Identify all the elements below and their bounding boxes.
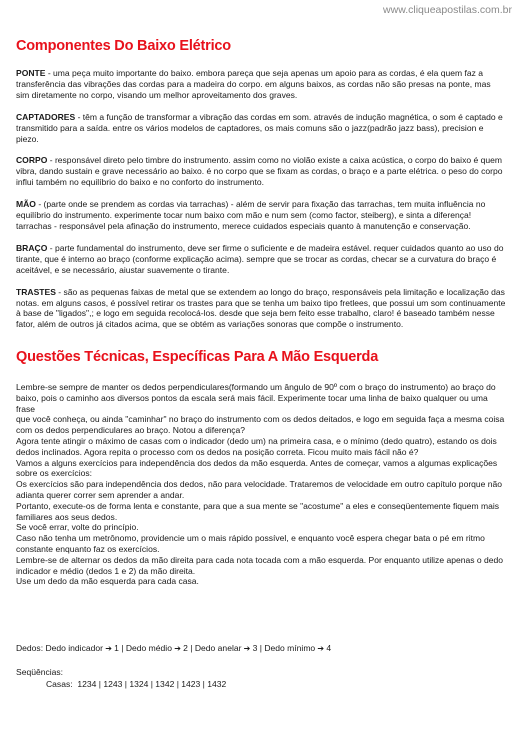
- component-description: - (parte onde se prendem as cordas via tarrachas) - além de servir para fixação das tarrachas, tem muita influência no equilíbrio do instrumento. experimente tocar num baixo com mão e num sem (como factor, steiberg), e sinta a diferença! tarrachas - responsável pela afinação do instrumento, merece cuidados especiais quanto à manutenção e conservação.: [16, 199, 486, 231]
- finger-name: Dedo indicador: [45, 643, 103, 653]
- arrow-right-icon: ➔: [241, 644, 253, 653]
- text-line: Caso não tenha um metrônomo, providencie um o mais rápido possível, e enquanto você espera chegar bata o pé em ritmo: [16, 533, 485, 544]
- casas-label: Casas:: [46, 678, 73, 689]
- component-term: MÃO: [16, 199, 36, 210]
- sequences-label: Seqüências:: [16, 667, 64, 677]
- text-line: com os dedos perpendiculares ao braço. Notou a diferença?: [16, 425, 246, 436]
- finger-number: 1: [114, 643, 119, 653]
- dedos-legend: Dedos: Dedo indicador ➔ 1 | Dedo médio ➔ 2 | Dedo anelar ➔ 3 | Dedo mínimo ➔ 4: [16, 643, 332, 653]
- text-line: sobre os exercícios:: [16, 468, 93, 479]
- component-term: CORPO: [16, 155, 48, 166]
- finger-name: Dedo médio: [125, 643, 172, 653]
- text-line: Os exercícios são para independência dos dedos, não para velocidade. Trataremos de velocidade em outro capítulo porque não: [16, 479, 503, 490]
- component-paragraph: [16, 155, 506, 188]
- text-line: constante enquanto faz os exercícios.: [16, 543, 160, 554]
- text-line: Agora tente atingir o máximo de casas com o indicador (dedo um) na primeira casa, e o mínimo (dedo quatro), estando os dois: [16, 435, 497, 446]
- text-line: Lembre-se de alternar os dedos da mão direita para cada nota tocada com a mão esquerda. Por enquanto utilize apenas o dedo: [16, 554, 504, 565]
- component-paragraph: [16, 199, 506, 232]
- component-description: - têm a função de transformar a vibração das cordas em som. através de indução magnética, o som é captado e transmitido para a saída. entre os vários modelos de captadores, os mais comuns são o jazz(padrão jazz bass), precision e piezo.: [16, 111, 503, 144]
- site-url: www.cliqueapostilas.com.br: [383, 4, 512, 16]
- finger-number: 3: [252, 643, 258, 653]
- sequences: [16, 667, 226, 690]
- dedos-label: Dedos:: [16, 643, 46, 653]
- arrow-right-icon: ➔: [102, 644, 115, 653]
- casas-values: 1234 | 1243 | 1324 | 1342 | 1423 | 1432: [77, 678, 227, 689]
- component-term: TRASTES: [16, 286, 56, 297]
- component-description: - uma peça muito importante do baixo. embora pareça que seja apenas um apoio para as cordas, é ela quem faz a transferência das vibrações das cordas para a madeira do corpo. em alguns baixos, as cordas não são presas na ponte, mas sim diretamente no corpo, visando um melhor aproveitamento dos graves.: [16, 68, 491, 100]
- finger-name: Dedo mínimo: [264, 643, 316, 653]
- left-hand-text: [16, 382, 506, 587]
- arrow-right-icon: ➔: [171, 644, 184, 653]
- text-line: Se você errar, volte do princípio.: [16, 522, 139, 533]
- text-line: Lembre-se sempre de manter os dedos perpendiculares(formando um ângulo de 90º com o braço do instrumento) ao braço do: [16, 382, 496, 392]
- finger-number: 4: [326, 643, 332, 653]
- component-paragraph: [16, 68, 506, 101]
- component-description: - são as pequenas faixas de metal que se extendem ao longo do braço, responsáveis pela limitação e localização das notas. em alguns casos, é possível retirar os trastes para que se tenha um baixo tipo fretlees, que possui um som continuamente à base de "ligados",; e logo em seguida recolocá-los. desde que seja bem feito esse trabalho, claro! é baseado também nesse fator, além de outros já citados acima, que se obtém as variações sonoras que compõe o instrumento.: [16, 286, 506, 330]
- component-description: - parte fundamental do instrumento, deve ser firme o suficiente e de madeira estável. requer cuidados quanto ao uso do tirante, que é interno ao braço (conforme explicação acima). sempre que se trocar as cordas, checar se a curvatura do braço é aceitável, e se necessário, aiustar suavemente o tirante.: [16, 242, 504, 275]
- section-title-left-hand: Questões Técnicas, Específicas Para A Mão Esquerda: [16, 349, 379, 365]
- component-description: - responsável direto pelo timbre do instrumento. assim como no violão existe a caixa acústica, o corpo do baixo é quem vibra, dando sustain e grave necessário ao baixo. é no corpo que se fixam as cordas, o braço e a parte elétrica. o peso do corpo influi também no equilíbrio do baixo e no conforto do instrumento.: [16, 155, 503, 188]
- text-line: Use um dedo da mão esquerda para cada casa.: [16, 576, 199, 587]
- component-paragraph: [16, 112, 506, 145]
- text-line: que você conheça, ou ainda "caminhar" no braço do instrumento com os dedos deitados, e logo em seguida faça a mesma coisa: [16, 414, 505, 425]
- text-line: adianta querer correr sem aprender a andar.: [16, 489, 185, 500]
- section-left-hand: [16, 349, 506, 587]
- section-title-components: Componentes Do Baixo Elétrico: [16, 38, 231, 54]
- text-line: Portanto, execute-os de forma lenta e constante, para que a sua mente se "acostume" a eles e conseqüentemente fiquem mais: [16, 500, 500, 511]
- finger-number: 2: [183, 643, 188, 653]
- component-term: CAPTADORES: [16, 111, 76, 122]
- text-line: Vamos a alguns exercícios para independência dos dedos da mão esquerda. Antes de começar, vamos a algumas explicações: [16, 457, 498, 468]
- section-components: [16, 38, 506, 341]
- component-paragraph: [16, 287, 506, 331]
- finger-name: Dedo anelar: [194, 643, 242, 653]
- component-paragraph: [16, 243, 506, 276]
- component-list: [16, 68, 506, 330]
- arrow-right-icon: ➔: [315, 644, 327, 653]
- component-term: PONTE: [16, 68, 46, 78]
- text-line: indicador e médio (dedos 1 e 2) da mão direita.: [16, 565, 196, 576]
- casas-line: [16, 679, 226, 691]
- text-line: baixo, pois o caminho aos diversos pontos da escala será mais fácil. Experimente tocar uma linha de baixo qualquer ou uma frase: [16, 392, 488, 414]
- component-term: BRAÇO: [16, 242, 48, 253]
- text-line: familiares aos seus dedos.: [16, 511, 118, 522]
- text-line: dedos inclinados. Agora repita o processo com os dedos na posição correta. Ficou muito mais fácil não é?: [16, 446, 419, 457]
